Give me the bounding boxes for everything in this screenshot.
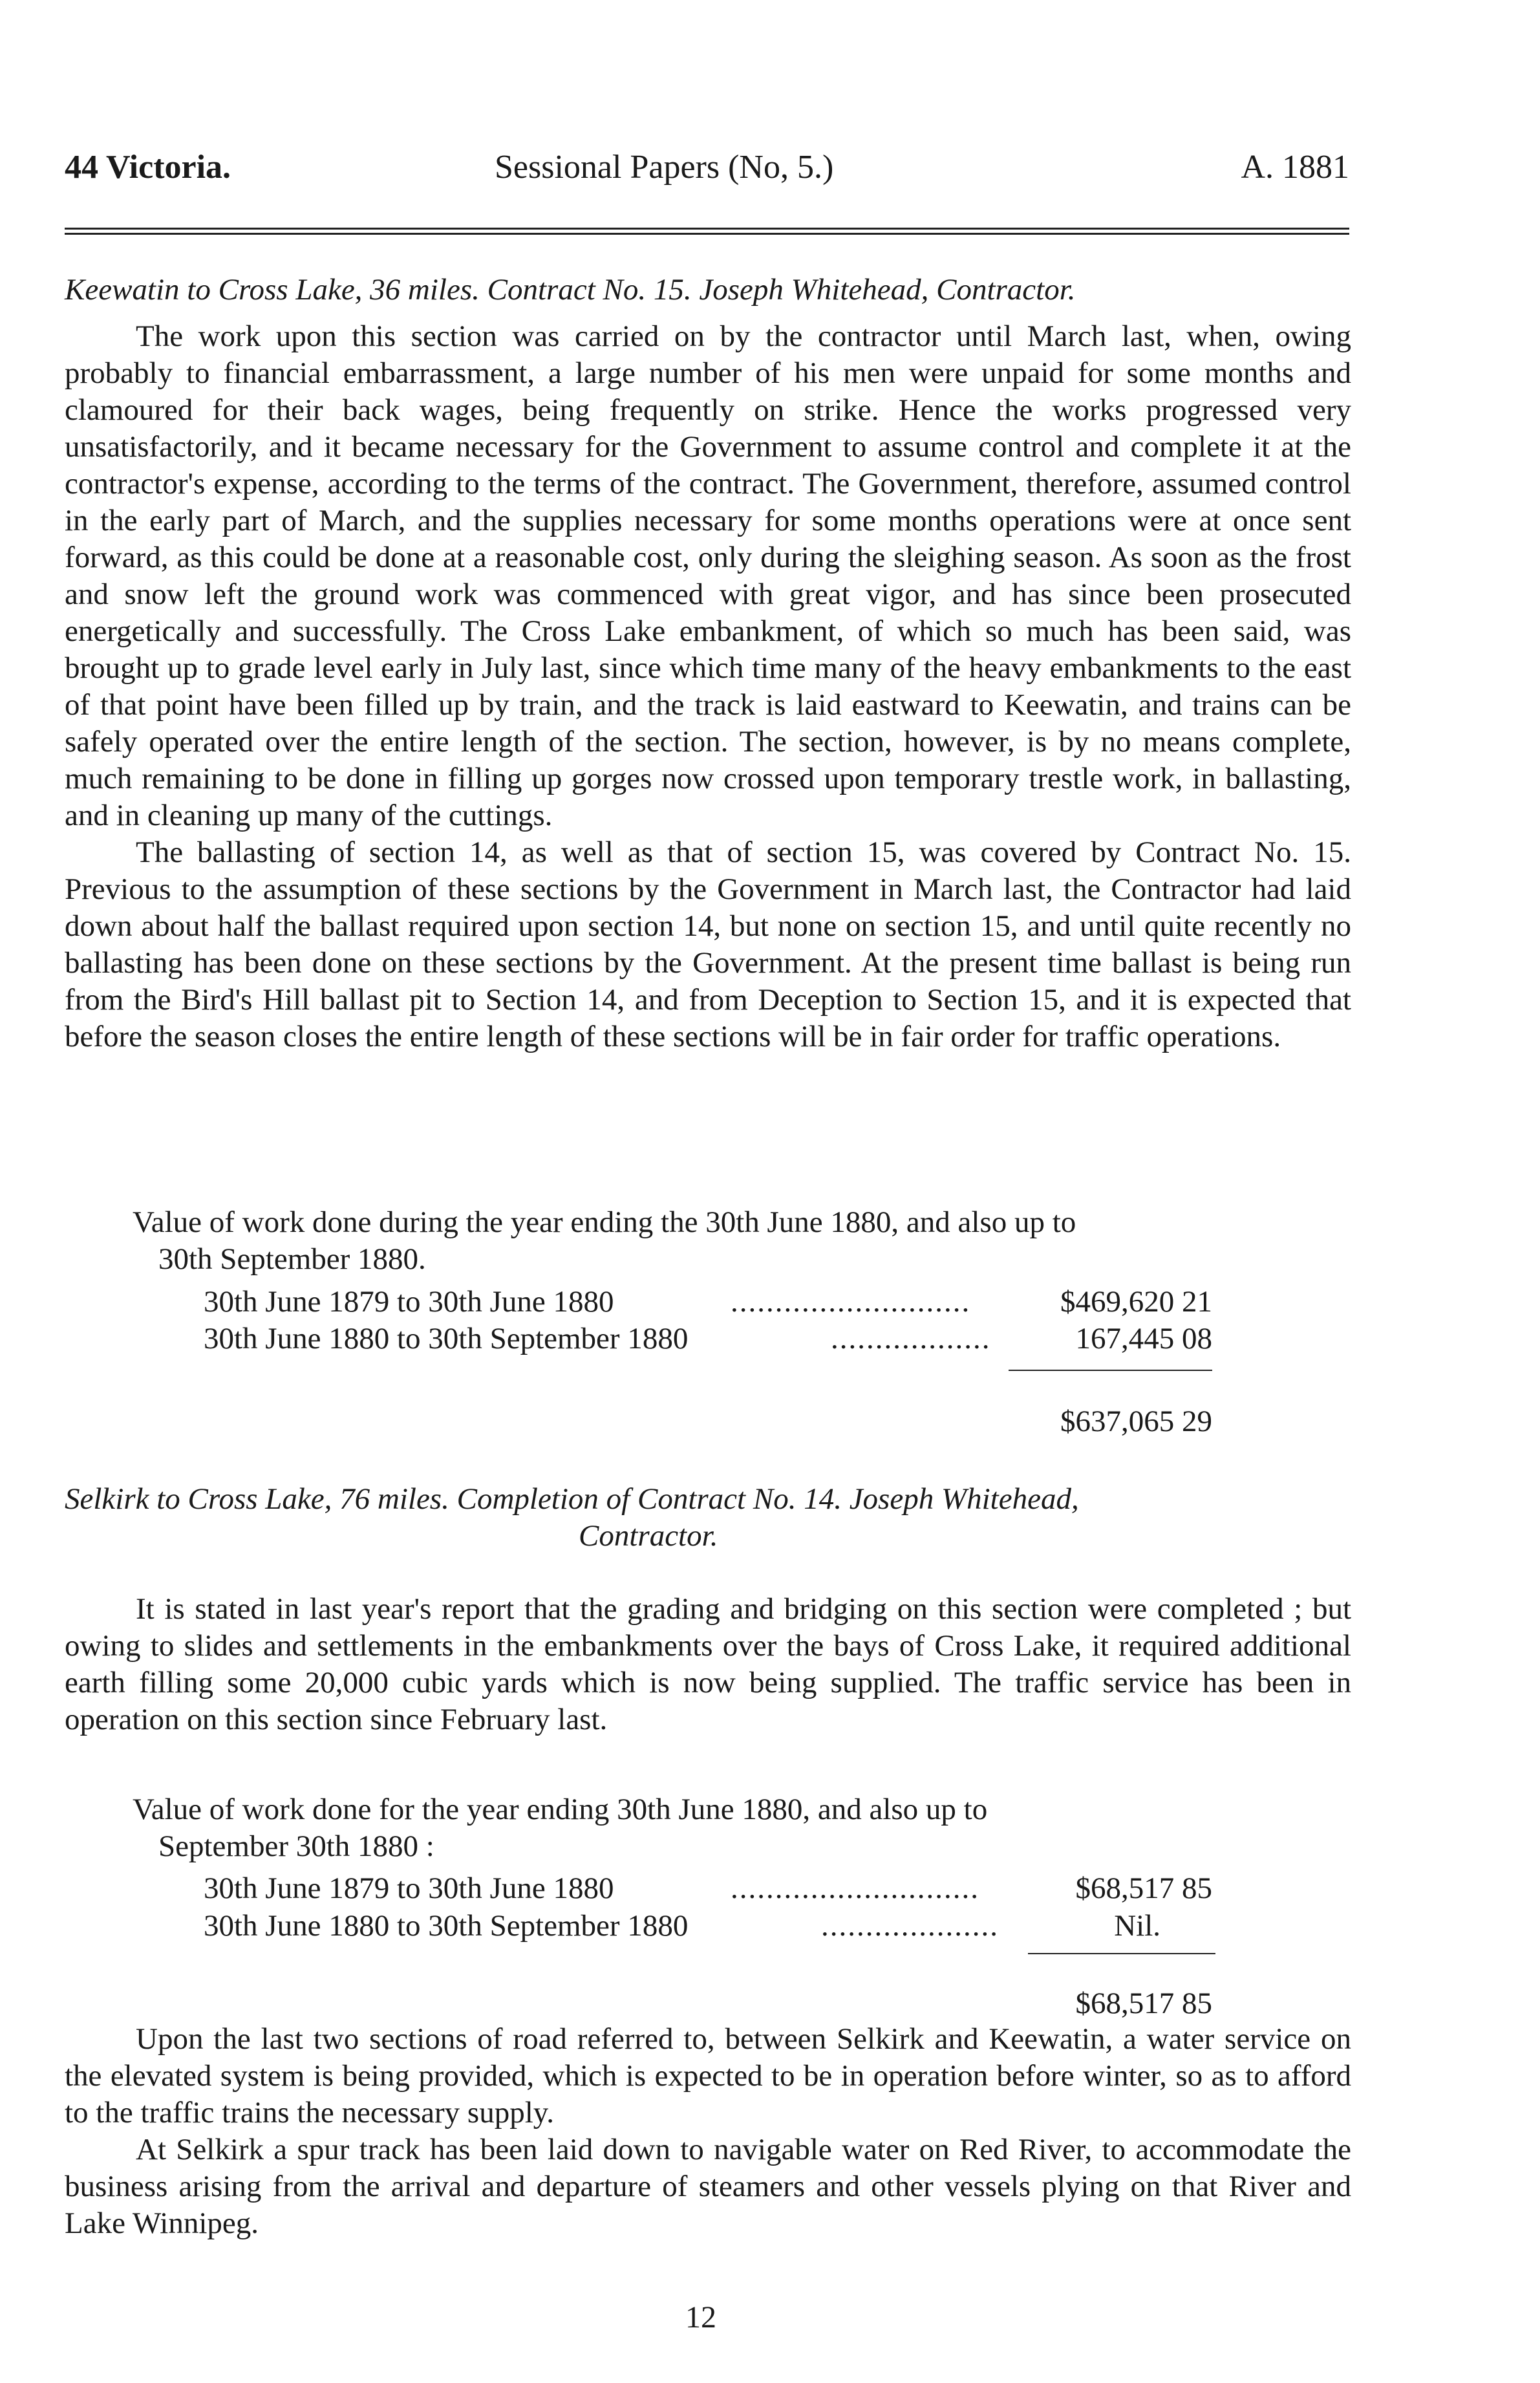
section1-paragraph-2: The ballasting of section 14, as well as that of section 15, was covered by Contract No. 15. Previous to the assumption of these sections by the Government in March last, the Contractor had laid down about half the ballast required upon section 14, but none on section 15, and until quite recently no ballasting has been done on these sections by the Government. At the present time ballast is being run from the Bird's Hill ballast pit to Section 14, and from Deception to Section 15, and it is expected that before the season closes the entire length of these sections will be in fair order for traffic operations. [65,836,1351,1053]
section1-total: $637,065 29 [1060,1405,1212,1438]
line-item-description: 30th June 1879 to 30th June 1880 [204,1871,614,1905]
section1-paragraph-1: The work upon this section was carried on by the contractor until March last, when, owing probably to financial embarrassment, a large number of his men were unpaid for some months and clamoured for their back wages, being frequently on strike. Hence the works progressed very unsatisfactorily, and it became necessary for the Government to assume control and complete it at the contractor's expense, according to the terms of the contract. The Government, therefore, assumed control in the early part of March, and the supplies necessary for some months operations were at once sent forward, as this could be done at a reasonable cost, only during the sleighing season. As soon as the frost and snow left the ground work was commenced with great vigor, and has since been prosecuted energetically and successfully. The Cross Lake embankment, of which so much has been said, was brought up to grade level early in July last, since which time many of the heavy embankments to the east of that point have been filled up by train, and the track is laid eastward to Keewatin, and trains can be safely operated over the entire length of the section. The section, however, is by no means complete, much remaining to be done in filling up gorges now crossed upon temporary trestle work, in ballasting, and in cleaning up many of the cuttings. [65,319,1351,832]
running-header [65,149,1349,188]
line-item-leader: .................... [821,1909,999,1943]
closing-paragraph-2: At Selkirk a spur track has been laid down to navigable water on Red River, to accommodate the business arising from the arrival and departure of steamers and other vessels plying on that River and Lake Winnipeg. [65,2133,1351,2240]
value-intro-line-2: September 30th 1880 : [158,1829,434,1863]
section1-value-intro [133,1204,1351,1278]
section2-line-item-2 [204,1908,1212,1946]
line-item-leader: ........................... [731,1285,971,1319]
closing-body [65,2021,1351,2242]
section1-body [65,318,1351,1055]
section1-line-item-1 [204,1284,1212,1322]
header-rule-bottom [65,233,1349,235]
value-intro-line-1: Value of work done during the year ending the 30th June 1880, and also up to [133,1205,1076,1239]
line-item-amount: $469,620 21 [1060,1285,1212,1319]
line-item-description: 30th June 1880 to 30th September 1880 [204,1322,689,1355]
section-heading-keewatin: Keewatin to Cross Lake, 36 miles. Contract No. 15. Joseph Whitehead, Contractor. [65,273,1076,307]
header-title: Sessional Papers (No, 5.) [495,149,834,186]
header-volume: 44 Victoria. [65,149,231,186]
section2-paragraph-1: It is stated in last year's report that the grading and bridging on this section were completed ; but owing to slides and settlements in the embankments over the bays of Cross Lake, it required additional earth filling some 20,000 cubic yards which is now being supplied. The traffic service has been in operation on this section since February last. [65,1592,1351,1736]
value-intro-line-2: 30th September 1880. [158,1242,426,1276]
header-rule-top [65,228,1349,230]
page-number: 12 [685,2300,716,2334]
value-intro-line-1: Value of work done for the year ending 30th June 1880, and also up to [133,1793,988,1826]
section-heading-selkirk-line-2: Contractor. [579,1519,718,1553]
line-item-leader: ............................ [731,1871,979,1905]
section-heading-selkirk: Selkirk to Cross Lake, 76 miles. Completion of Contract No. 14. Joseph Whitehead, [65,1482,1079,1516]
closing-paragraph-1: Upon the last two sections of road referred to, between Selkirk and Keewatin, a water service on the elevated system is being provided, which is expected to be in operation before winter, so as to afford to the traffic trains the necessary supply. [65,2022,1351,2130]
section2-value-intro [133,1791,1351,1865]
section1-line-item-2 [204,1321,1212,1359]
section2-total: $68,517 85 [1075,1987,1212,2020]
line-item-amount: $68,517 85 [1075,1871,1212,1905]
line-item-description: 30th June 1879 to 30th June 1880 [204,1285,614,1319]
section2-body [65,1591,1351,1738]
line-item-leader: .................. [831,1322,991,1355]
section1-total-rule [1009,1370,1212,1371]
header-year: A. 1881 [1241,149,1349,186]
line-item-amount: 167,445 08 [1075,1322,1212,1355]
line-item-description: 30th June 1880 to 30th September 1880 [204,1909,689,1943]
line-item-amount: Nil. [1114,1909,1160,1943]
section2-line-item-1 [204,1870,1212,1909]
section2-total-rule [1028,1953,1215,1954]
